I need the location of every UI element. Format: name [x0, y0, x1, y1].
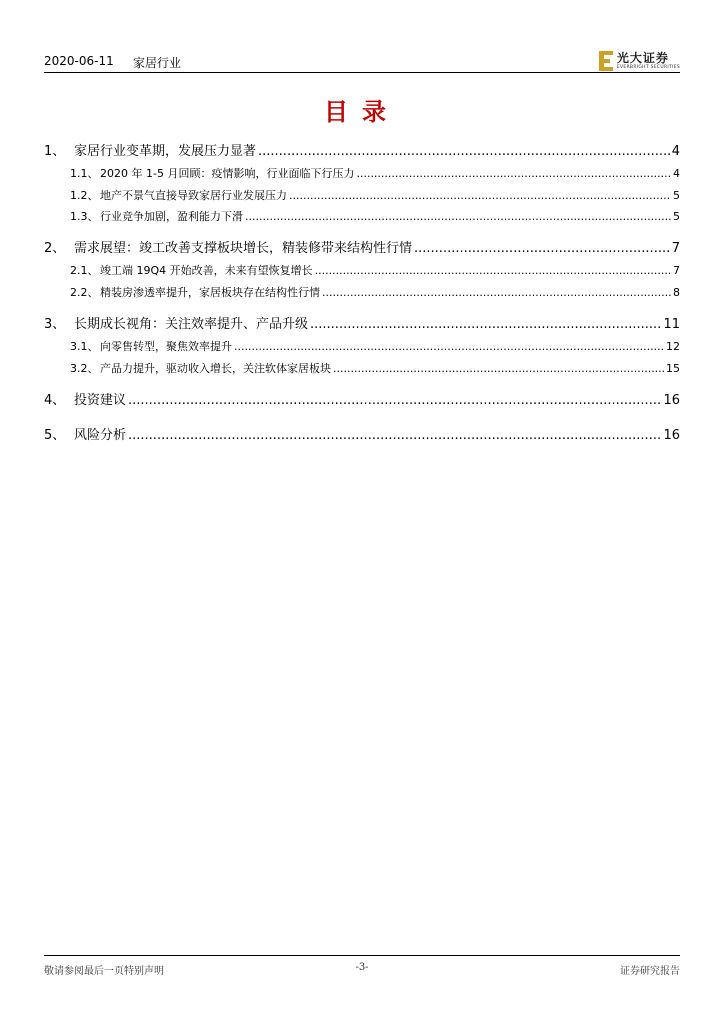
header-divider — [44, 72, 680, 73]
toc-text: 2020 年 1-5 月回顾：疫情影响，行业面临下行压力 — [100, 167, 355, 180]
toc-page: 5 — [673, 210, 680, 223]
toc-page: 15 — [666, 362, 680, 375]
page-header — [44, 50, 680, 72]
toc-number: 4、 — [44, 393, 66, 408]
toc-leader — [414, 241, 670, 256]
logo-name-en: EVERBRIGHT SECURITIES — [616, 64, 680, 70]
toc-leader — [356, 167, 671, 180]
toc-page: 16 — [663, 428, 680, 443]
toc-entry-2-2[interactable] — [44, 284, 680, 300]
toc-text: 产品力提升，驱动收入增长，关注软体家居板块 — [100, 362, 331, 375]
toc-leader — [128, 428, 661, 443]
toc-page: 8 — [673, 286, 680, 299]
toc-leader — [322, 286, 671, 299]
toc-entry-2[interactable] — [44, 237, 680, 256]
page-title: 目录 — [324, 98, 400, 126]
toc-leader — [333, 362, 664, 375]
toc-text: 长期成长视角：关注效率提升、产品升级 — [74, 317, 309, 332]
toc-number: 1.1、 — [70, 167, 99, 180]
toc-leader — [315, 264, 671, 277]
toc-number: 2、 — [44, 241, 66, 256]
toc-leader — [234, 340, 664, 353]
toc-text: 投资建议 — [74, 393, 127, 408]
toc-leader — [245, 210, 671, 223]
toc-number: 3.2、 — [70, 362, 99, 375]
report-type: 证券研究报告 — [620, 966, 680, 977]
page-number: -3- — [355, 962, 369, 973]
toc-page: 4 — [671, 144, 680, 159]
toc-page: 11 — [663, 317, 680, 332]
toc-page: 16 — [663, 393, 680, 408]
toc-page: 4 — [673, 167, 680, 180]
toc-text: 竣工端 19Q4 开始改善，未来有望恢复增长 — [100, 264, 313, 277]
toc-entry-1-3[interactable] — [44, 208, 680, 224]
toc-entry-3-1[interactable] — [44, 338, 680, 354]
toc-leader — [128, 393, 661, 408]
logo-name-cn: 光大证券 — [616, 50, 669, 65]
toc-number: 3.1、 — [70, 340, 99, 353]
toc-number: 2.1、 — [70, 264, 99, 277]
toc-text: 需求展望：竣工改善支撑板块增长，精装修带来结构性行情 — [74, 241, 413, 256]
toc-page: 7 — [673, 264, 680, 277]
toc-number: 3、 — [44, 317, 66, 332]
toc-entry-2-1[interactable] — [44, 262, 680, 278]
toc-entry-5[interactable] — [44, 424, 680, 443]
toc-entry-1-2[interactable] — [44, 187, 680, 203]
toc-page: 7 — [671, 241, 680, 256]
toc-number: 5、 — [44, 428, 66, 443]
toc-leader — [258, 144, 670, 159]
toc-text: 行业竞争加剧，盈利能力下滑 — [100, 210, 243, 223]
toc-number: 1、 — [44, 144, 66, 159]
report-date: 2020-06-11 — [44, 54, 114, 68]
toc-leader — [310, 317, 661, 332]
toc-page: 5 — [673, 189, 680, 202]
toc-entry-1[interactable] — [44, 140, 680, 159]
toc-number: 1.2、 — [70, 189, 99, 202]
toc-text: 地产不景气直接导致家居行业发展压力 — [100, 189, 287, 202]
toc-entry-3-2[interactable] — [44, 360, 680, 376]
toc-text: 精装房渗透率提升，家居板块存在结构性行情 — [100, 286, 320, 299]
disclaimer-note: 敬请参阅最后一页特别声明 — [44, 966, 164, 977]
company-logo — [599, 50, 680, 72]
toc-number: 2.2、 — [70, 286, 99, 299]
toc-entry-4[interactable] — [44, 389, 680, 408]
toc-entry-1-1[interactable] — [44, 165, 680, 181]
toc-number: 1.3、 — [70, 210, 99, 223]
logo-mark-icon — [599, 51, 613, 71]
toc-entry-3[interactable] — [44, 313, 680, 332]
toc-text: 向零售转型，聚焦效率提升 — [100, 340, 232, 353]
toc-page: 12 — [666, 340, 680, 353]
footer-divider — [44, 955, 680, 956]
toc-leader — [289, 189, 671, 202]
industry-label: 家居行业 — [133, 56, 182, 70]
toc-text: 家居行业变革期，发展压力显著 — [74, 144, 257, 159]
toc-text: 风险分析 — [74, 428, 127, 443]
